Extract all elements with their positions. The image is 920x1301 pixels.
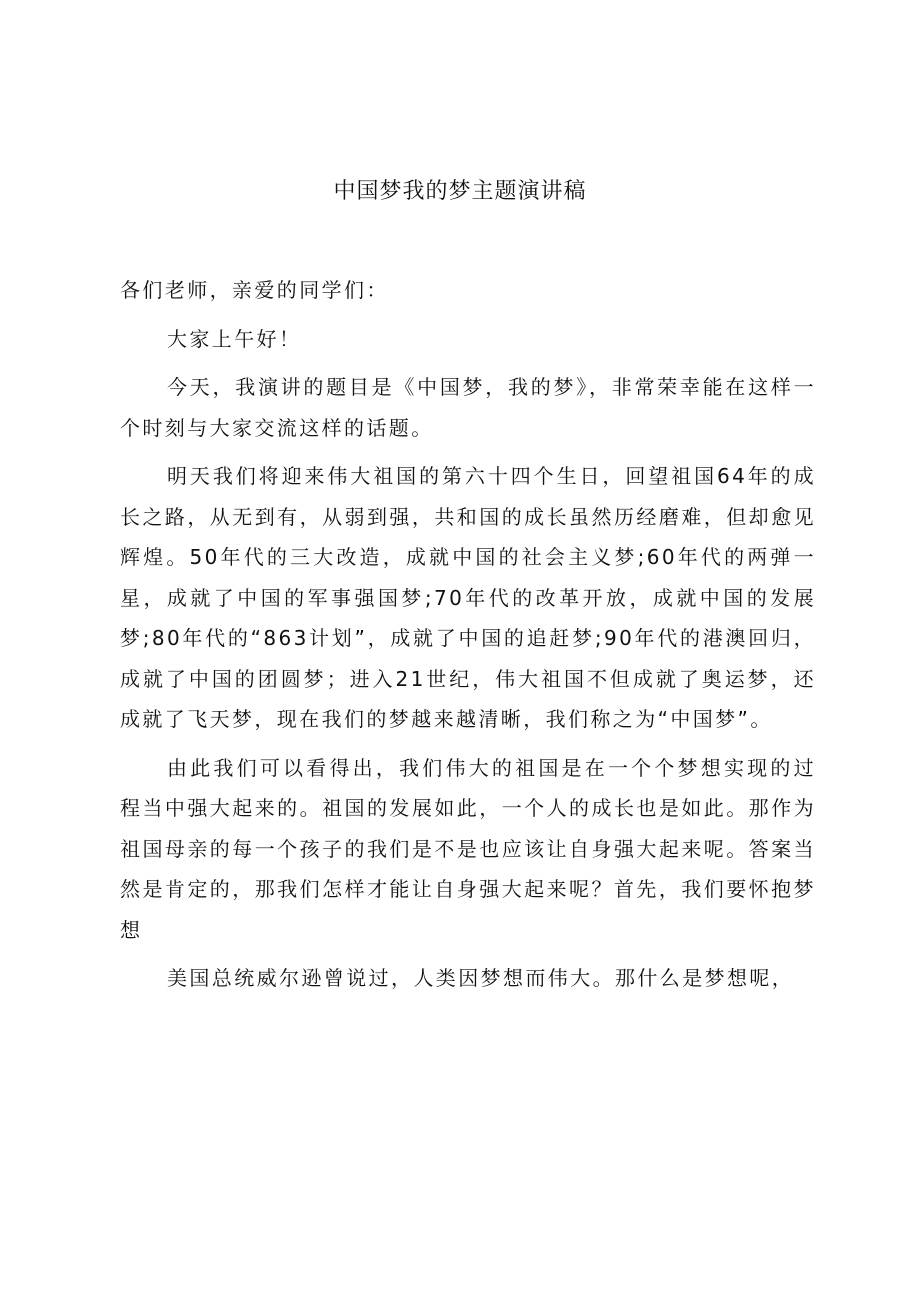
paragraph-greeting: 大家上午好！ xyxy=(167,326,302,351)
paragraph-topic: 今天，我演讲的题目是《中国梦，我的梦》，非常荣幸能在这样一个时刻与大家交流这样的话题。 xyxy=(120,375,816,440)
document-body xyxy=(120,270,816,1007)
paragraph-growth: 由此我们可以看得出，我们伟大的祖国是在一个个梦想实现的过程当中强大起来的。祖国的发展如此，一个人的成长也是如此。那作为祖国母亲的每一个孩子的我们是不是也应该让自身强大起来呢。答案当然是肯定的，那我们怎样才能让自身强大起来呢？首先，我们要怀抱梦想 xyxy=(120,755,816,942)
paragraph-dream-quote: 美国总统威尔逊曾说过，人类因梦想而伟大。那什么是梦想呢， xyxy=(167,966,795,990)
salutation: 各们老师，亲爱的同学们： xyxy=(120,278,389,302)
paragraph-history: 明天我们将迎来伟大祖国的第六十四个生日，回望祖国64年的成长之路，从无到有，从弱到强，共和国的成长虽然历经磨难，但却愈见辉煌。50年代的三大改造，成就中国的社会主义梦;60年代的两弹一星，成就了中国的军事强国梦;70年代的改革开放，成就中国的发展梦;80年代的“863计划”，成就了中国的追赶梦;90年代的港澳回归，成就了中国的团圆梦；进入21世纪，伟大祖国不但成就了奥运梦，还成就了飞天梦，现在我们的梦越来越清晰，我们称之为“中国梦”。 xyxy=(120,464,816,731)
document-title: 中国梦我的梦主题演讲稿 xyxy=(333,179,587,204)
